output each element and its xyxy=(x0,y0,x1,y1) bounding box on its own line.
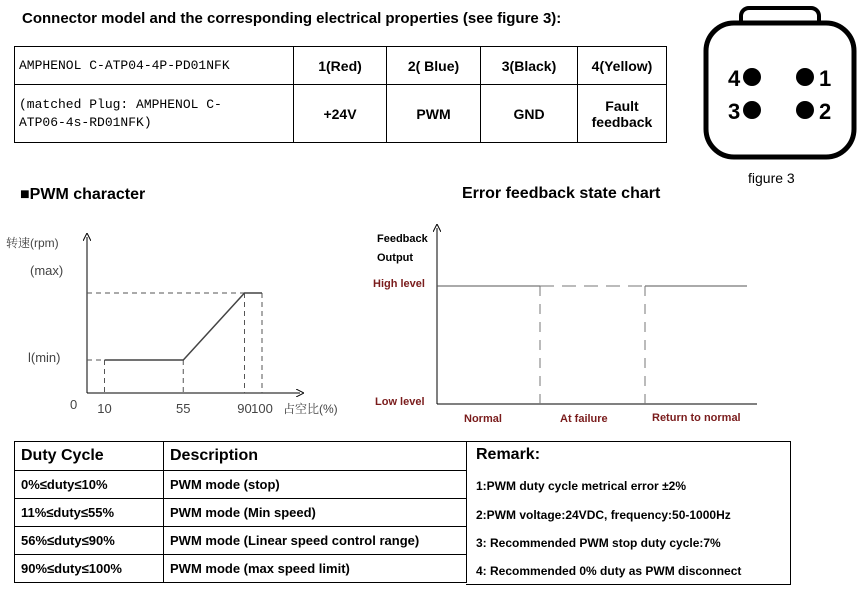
pin-1-label: 1 xyxy=(819,66,832,91)
figure-caption: figure 3 xyxy=(748,170,795,186)
pwm-x-tick-10: 10 xyxy=(97,401,112,416)
pwm-min-label: l(min) xyxy=(28,350,61,365)
pwm-series-line xyxy=(105,293,263,360)
duty-table xyxy=(14,441,467,583)
matched-plug-line1: (matched Plug: AMPHENOL C- xyxy=(19,96,222,112)
remark-title: Remark: xyxy=(476,446,541,463)
pin-1-header: 1(Red) xyxy=(294,47,387,85)
pin-4-header: 4(Yellow) xyxy=(578,47,667,85)
pin-4-dot xyxy=(743,68,761,86)
pin-3-value: GND xyxy=(481,85,578,143)
desc-cell: PWM mode (max speed limit) xyxy=(164,555,467,583)
duty-row xyxy=(15,499,467,527)
pwm-y-label: 转速(rpm) xyxy=(6,236,59,250)
pwm-origin: 0 xyxy=(70,397,78,412)
desc-cell: PWM mode (stop) xyxy=(164,471,467,499)
pwm-x-tick-90: 90 xyxy=(237,401,252,416)
matched-plug xyxy=(15,85,294,143)
duty-header: Duty Cycle xyxy=(15,442,164,471)
connector-table xyxy=(14,46,667,143)
fault-line1: Fault xyxy=(605,97,639,114)
connector-model: AMPHENOL C-ATP04-4P-PD01NFK xyxy=(15,47,294,85)
pin-1-dot xyxy=(796,68,814,86)
state-failure: At failure xyxy=(560,413,608,425)
desc-cell: PWM mode (Linear speed control range) xyxy=(164,527,467,555)
error-chart xyxy=(365,222,765,432)
pin-2-header: 2( Blue) xyxy=(387,47,481,85)
error-chart-title: Error feedback state chart xyxy=(462,185,661,202)
pin-2-dot xyxy=(796,101,814,119)
pin-2-value: PWM xyxy=(387,85,481,143)
duty-cell: 0%≤duty≤10% xyxy=(15,471,164,499)
pin-3-header: 3(Black) xyxy=(481,47,578,85)
error-y-label-1: Feedback xyxy=(377,233,428,245)
pin-4-value xyxy=(578,85,667,143)
description-header: Description xyxy=(164,442,467,471)
duty-row xyxy=(15,555,467,583)
low-level-label: Low level xyxy=(375,396,425,408)
duty-row xyxy=(15,471,467,499)
remark-item-4: 4: Recommended 0% duty as PWM disconnect xyxy=(476,564,742,578)
state-normal: Normal xyxy=(464,413,502,425)
duty-cell: 11%≤duty≤55% xyxy=(15,499,164,527)
pin-2-label: 2 xyxy=(819,99,832,124)
state-return: Return to normal xyxy=(652,412,741,424)
desc-cell: PWM mode (Min speed) xyxy=(164,499,467,527)
pwm-x-tick-55: 55 xyxy=(176,401,191,416)
pin-1-value: +24V xyxy=(294,85,387,143)
pwm-guides xyxy=(87,293,262,393)
pin-3-dot xyxy=(743,101,761,119)
error-y-label-2: Output xyxy=(377,252,414,264)
pwm-x-ticks xyxy=(97,401,273,416)
duty-cell: 90%≤duty≤100% xyxy=(15,555,164,583)
pwm-x-label: 占空比(%) xyxy=(283,402,338,416)
matched-plug-line2: ATP06-4s-RD01NFK) xyxy=(19,114,152,130)
high-level-label: High level xyxy=(373,278,425,290)
remark-item-2: 2:PWM voltage:24VDC, frequency:50-1000Hz xyxy=(476,508,731,522)
fault-line2: feedback xyxy=(591,113,653,130)
pwm-chart xyxy=(0,225,360,425)
remark-item-1: 1:PWM duty cycle metrical error ±2% xyxy=(476,479,686,493)
connector-figure xyxy=(700,6,860,166)
pin-3-label: 3 xyxy=(728,99,741,124)
section-heading: Connector model and the corresponding electrical properties (see figure 3): xyxy=(22,10,562,27)
pin-4-label: 4 xyxy=(728,66,741,91)
remark-item-3: 3: Recommended PWM stop duty cycle:7% xyxy=(476,536,721,550)
pwm-x-tick-100: 100 xyxy=(251,401,273,416)
pwm-max-label: (max) xyxy=(30,263,64,278)
pwm-title: ■PWM character xyxy=(20,186,146,203)
duty-cell: 56%≤duty≤90% xyxy=(15,527,164,555)
duty-row xyxy=(15,527,467,555)
